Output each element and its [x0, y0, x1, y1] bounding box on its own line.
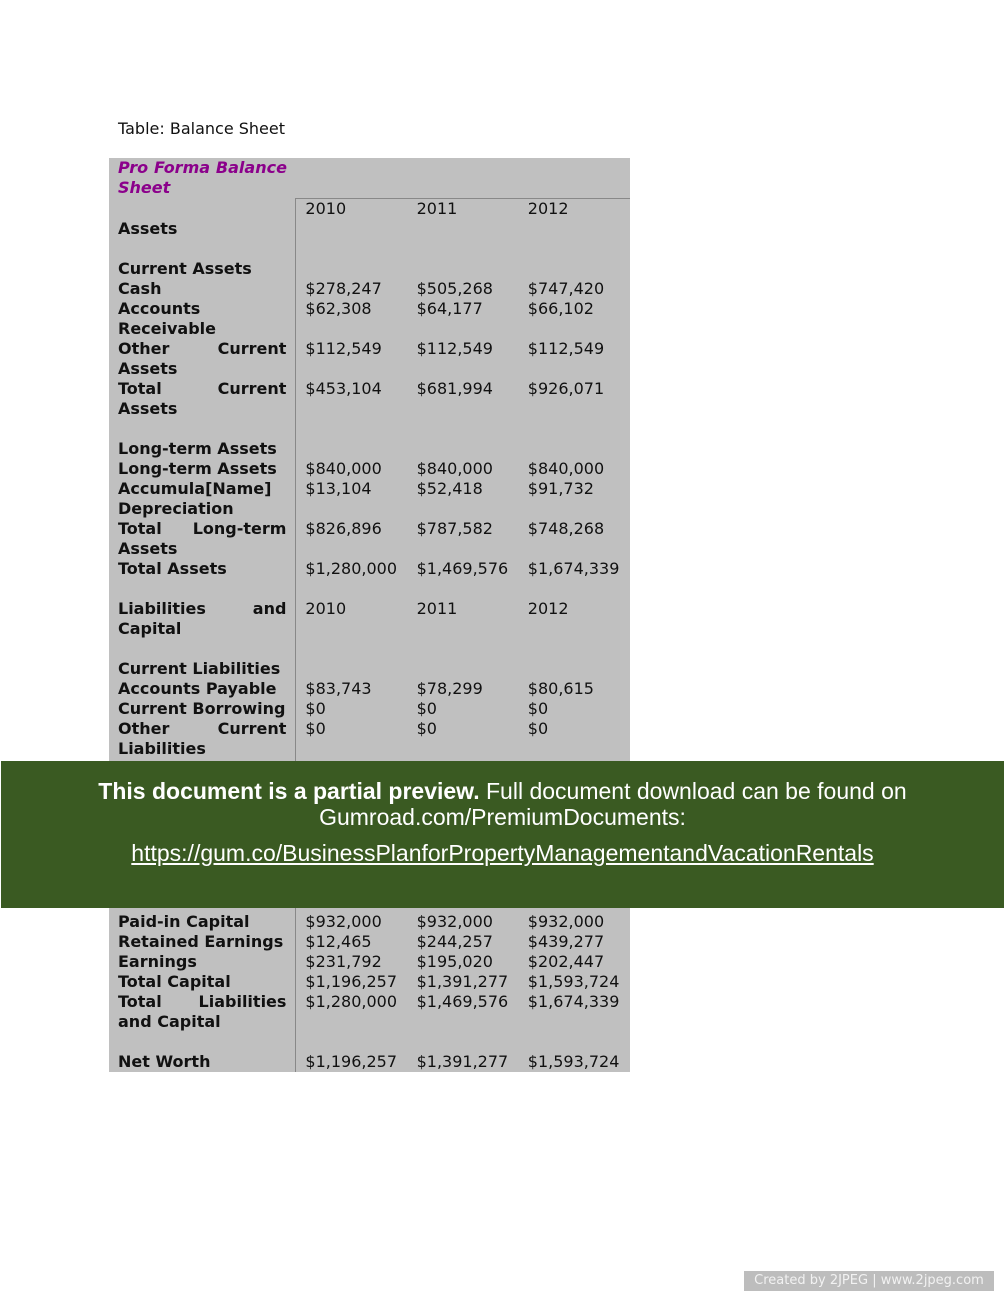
- table-row: [109, 339, 630, 379]
- value-cell: [296, 659, 408, 679]
- value-cell: [519, 439, 630, 459]
- empty-cell: [109, 579, 296, 599]
- value-cell: $1,280,000: [296, 992, 408, 1032]
- row-label: Total Capital: [118, 971, 231, 991]
- value-cell: $1,469,576: [416, 991, 509, 1011]
- value-cell: $80,615: [527, 678, 594, 698]
- value-cell: $278,247: [296, 279, 408, 299]
- row-label: Current Assets: [118, 258, 252, 278]
- table-row: [109, 1052, 630, 1072]
- value-cell: $112,549: [296, 339, 408, 379]
- empty-cell: [296, 579, 408, 599]
- value-cell: $932,000: [527, 911, 605, 931]
- balance-sheet-table: [109, 158, 630, 1072]
- row-label: Total Current Assets: [118, 378, 287, 418]
- value-cell: $840,000: [527, 458, 605, 478]
- row-label: Accounts Receivable: [118, 298, 217, 338]
- value-cell: $0: [416, 698, 437, 718]
- value-cell: 2010: [296, 599, 408, 639]
- row-label: Other Current Liabilities: [118, 718, 287, 758]
- value-cell: $1,593,724: [527, 1051, 620, 1071]
- value-cell: $1,280,000: [296, 559, 408, 579]
- value-cell: $64,177: [416, 298, 483, 318]
- value-cell: $0: [527, 718, 549, 738]
- value-cell: [408, 659, 519, 679]
- year-header: 2010: [296, 198, 408, 219]
- table-row: [109, 912, 630, 932]
- empty-cell: [408, 579, 519, 599]
- empty-cell: [109, 419, 296, 439]
- value-cell: $66,102: [527, 298, 594, 318]
- spacer-row: [109, 639, 630, 659]
- years-row: [109, 198, 630, 219]
- table-row: [109, 719, 630, 759]
- value-cell: $0: [527, 698, 549, 718]
- value-cell: $112,549: [416, 338, 493, 358]
- value-cell: $826,896: [296, 519, 408, 559]
- empty-cell: [109, 239, 296, 259]
- value-cell: [408, 259, 519, 279]
- preview-banner-bold: This document is a partial preview.: [98, 777, 480, 804]
- row-label: Long-term Assets: [118, 458, 277, 478]
- spacer-row: [109, 239, 630, 259]
- title-row: [109, 158, 630, 198]
- value-cell: [408, 219, 519, 239]
- value-cell: $0: [296, 719, 408, 759]
- value-cell: $112,549: [527, 338, 605, 358]
- value-cell: $78,299: [416, 678, 483, 698]
- empty-cell: [519, 579, 630, 599]
- value-cell: $1,391,277: [416, 971, 509, 991]
- value-cell: $505,268: [416, 278, 493, 298]
- empty-cell: [408, 419, 519, 439]
- value-cell: $0: [296, 699, 408, 719]
- spacer-row: [109, 1032, 630, 1052]
- spacer-row: [109, 419, 630, 439]
- table-row: [109, 659, 630, 679]
- empty-cell: [109, 639, 296, 659]
- row-label: Paid-in Capital: [118, 911, 250, 931]
- empty-cell: [408, 158, 519, 198]
- value-cell: $244,257: [416, 931, 493, 951]
- row-label: Total Long-term Assets: [118, 518, 287, 558]
- table-row: [109, 219, 630, 239]
- value-cell: $1,593,724: [527, 971, 620, 991]
- value-cell: $52,418: [416, 478, 483, 498]
- value-cell: [296, 259, 408, 279]
- empty-cell: [519, 639, 630, 659]
- empty-cell: [296, 158, 408, 198]
- value-cell: $83,743: [296, 679, 408, 699]
- table-row: [109, 479, 630, 519]
- preview-banner-source: Gumroad.com/PremiumDocuments:: [319, 803, 686, 830]
- row-label: Liabilities and Capital: [118, 598, 287, 638]
- value-cell: [296, 219, 408, 239]
- value-cell: $840,000: [296, 459, 408, 479]
- value-cell: $202,447: [527, 951, 605, 971]
- value-cell: [519, 659, 630, 679]
- value-cell: $747,420: [527, 278, 605, 298]
- empty-cell: [408, 1032, 519, 1052]
- value-cell: $1,391,277: [416, 1051, 509, 1071]
- value-cell: [519, 219, 630, 239]
- row-label: Earnings: [118, 951, 197, 971]
- table-row: [109, 699, 630, 719]
- value-cell: $62,308: [296, 299, 408, 339]
- table-row: [109, 559, 630, 579]
- empty-cell: [408, 639, 519, 659]
- empty-cell: [109, 1032, 296, 1052]
- empty-cell: [519, 239, 630, 259]
- table-row: [109, 299, 630, 339]
- value-cell: $681,994: [416, 378, 493, 398]
- empty-cell: [519, 1032, 630, 1052]
- table-row: [109, 992, 630, 1032]
- value-cell: $453,104: [296, 379, 408, 419]
- preview-banner: [1, 761, 1004, 908]
- value-cell: $13,104: [296, 479, 408, 519]
- watermark: Created by 2JPEG | www.2jpeg.com: [744, 1271, 994, 1291]
- value-cell: $0: [416, 718, 437, 738]
- value-cell: $926,071: [527, 378, 605, 398]
- preview-banner-text: Full document download can be found on: [479, 777, 907, 804]
- download-link[interactable]: https://gum.co/BusinessPlanforPropertyManagementandVacationRentals: [131, 839, 874, 866]
- value-cell: $1,469,576: [416, 558, 509, 578]
- table-row: [109, 952, 630, 972]
- year-header: 2011: [408, 198, 519, 219]
- table-row: [109, 379, 630, 419]
- empty-cell: [408, 239, 519, 259]
- table-title: Pro Forma Balance Sheet: [118, 158, 287, 197]
- row-label: Total Assets: [118, 558, 227, 578]
- value-cell: [519, 259, 630, 279]
- row-label: Cash: [118, 278, 162, 298]
- table-row: [109, 932, 630, 952]
- value-cell: [408, 439, 519, 459]
- value-cell: 2011: [416, 598, 458, 618]
- value-cell: [296, 439, 408, 459]
- row-label: Net Worth: [118, 1051, 211, 1071]
- table-row: [109, 459, 630, 479]
- row-label: Total Liabilities and Capital: [118, 991, 287, 1031]
- year-header: 2012: [519, 198, 630, 219]
- value-cell: $231,792: [296, 952, 408, 972]
- value-cell: 2012: [527, 598, 569, 618]
- row-label: Other Current Assets: [118, 338, 287, 378]
- row-label: Retained Earnings: [118, 931, 284, 951]
- value-cell: $1,674,339: [527, 991, 620, 1011]
- value-cell: $91,732: [527, 478, 594, 498]
- value-cell: $932,000: [416, 911, 493, 931]
- row-label: Assets: [118, 218, 178, 238]
- table-row: [109, 259, 630, 279]
- value-cell: $1,674,339: [527, 558, 620, 578]
- empty-cell: [296, 1032, 408, 1052]
- table-row: [109, 599, 630, 639]
- value-cell: $1,196,257: [296, 972, 408, 992]
- value-cell: $748,268: [527, 518, 605, 538]
- table-row: [109, 519, 630, 559]
- value-cell: $932,000: [296, 912, 408, 932]
- table-row: [109, 279, 630, 299]
- value-cell: $1,196,257: [296, 1052, 408, 1072]
- value-cell: $439,277: [527, 931, 605, 951]
- value-cell: $12,465: [296, 932, 408, 952]
- value-cell: $195,020: [416, 951, 493, 971]
- empty-cell: [296, 239, 408, 259]
- row-label: Accounts Payable: [118, 678, 277, 698]
- row-label: Current Borrowing: [118, 698, 286, 718]
- empty-cell: [296, 639, 408, 659]
- row-label: Accumula[Name] Depreciation: [118, 478, 272, 518]
- row-label: Current Liabilities: [118, 658, 281, 678]
- table-row: [109, 972, 630, 992]
- spacer-row: [109, 579, 630, 599]
- row-label: Long-term Assets: [118, 438, 277, 458]
- value-cell: $840,000: [416, 458, 493, 478]
- empty-cell: [519, 158, 630, 198]
- empty-cell: [296, 419, 408, 439]
- empty-cell: [109, 198, 296, 219]
- empty-cell: [519, 419, 630, 439]
- table-row: [109, 679, 630, 699]
- table-row: [109, 439, 630, 459]
- table-caption: Table: Balance Sheet: [118, 119, 286, 138]
- value-cell: $787,582: [416, 518, 493, 538]
